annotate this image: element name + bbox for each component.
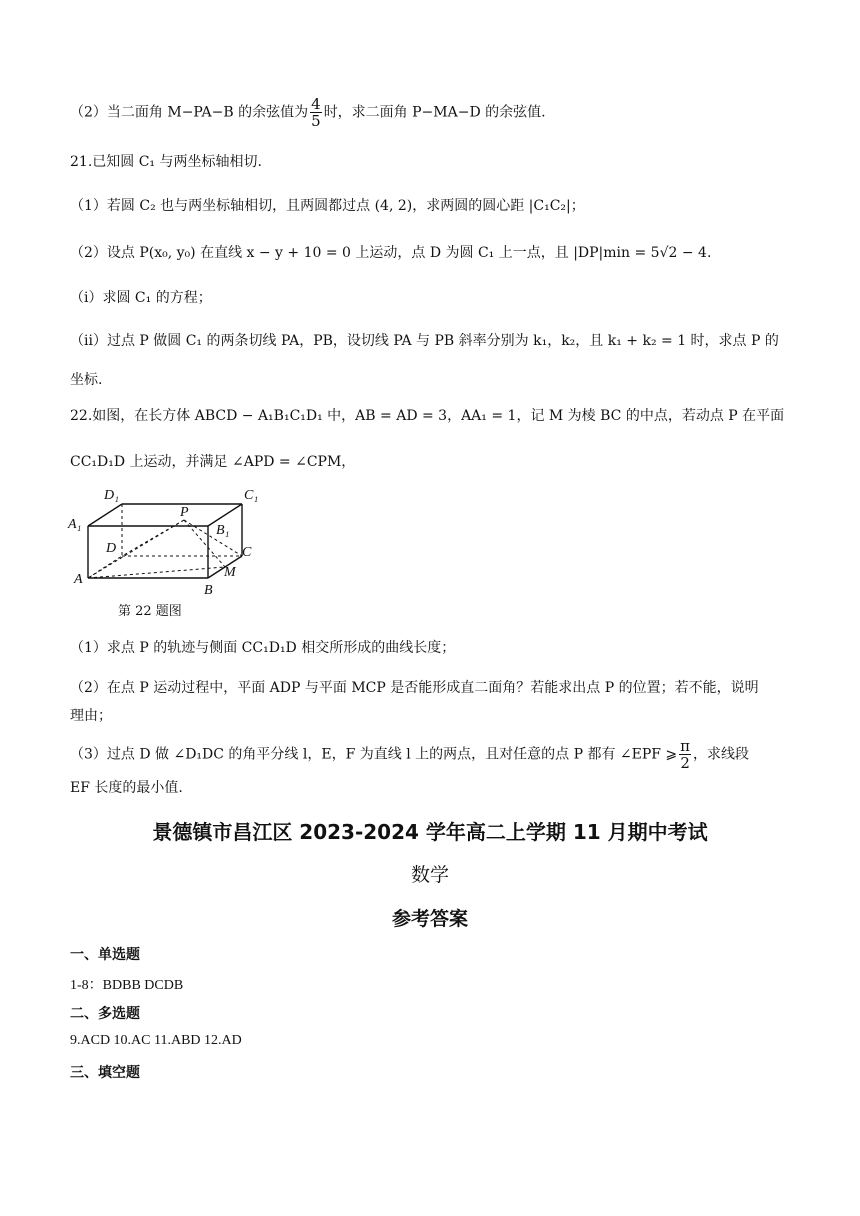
label-a1: A₁ xyxy=(68,517,82,532)
label-b1: B₁ xyxy=(216,523,230,538)
q22-part3-prefix: （3）过点 D 做 ∠D₁DC 的角平分线 l，E，F 为直线 l 上的两点，且对任意的点 P 都有 ∠EPF ⩾ xyxy=(70,746,678,763)
q21-part1: （1）若圆 C₂ 也与两坐标轴相切，且两圆都过点 (4, 2)，求两圆的圆心距 |C₁C₂|； xyxy=(70,198,585,214)
section-single-choice: 一、单选题 xyxy=(70,947,140,963)
q22-part2-line2: 理由； xyxy=(70,708,112,724)
q21-part2-ii-line2: 坐标. xyxy=(70,372,103,388)
q20-part2-prefix: （2）当二面角 M−PA−B 的余弦值为 xyxy=(70,104,309,121)
q22-frac-den: 2 xyxy=(680,754,690,772)
answer-subtitle: 参考答案 xyxy=(391,908,468,930)
q21-part2-ii-line1: （ⅱ）过点 P 做圆 C₁ 的两条切线 PA，PB，设切线 PA 与 PB 斜率分别为 k₁，k₂，且 k₁ + k₂ = 1 时，求点 P 的 xyxy=(70,333,779,349)
q20-fraction xyxy=(310,96,322,129)
q22-part2-line1: （2）在点 P 运动过程中，平面 ADP 与平面 MCP 是否能形成直二面角？若能求出点 P 的位置；若不能，说明 xyxy=(70,680,759,696)
hidden-edge-a-d xyxy=(88,556,122,578)
q20-part2 xyxy=(70,96,546,129)
segment-p-a xyxy=(88,520,184,578)
figure-caption: 第 22 题图 xyxy=(118,604,182,619)
label-a: A xyxy=(74,572,83,587)
cuboid-figure xyxy=(66,482,266,600)
section-fill-blank: 三、填空题 xyxy=(70,1065,140,1081)
q20-frac-den: 5 xyxy=(311,112,321,130)
q20-frac-num: 4 xyxy=(311,95,321,113)
segment-a-m xyxy=(88,567,225,578)
q21-part2: （2）设点 P(x₀, y₀) 在直线 x − y + 10 = 0 上运动，点 D 为圆 C₁ 上一点，且 |DP|min = 5√2 − 4. xyxy=(70,245,712,261)
q21-stem: 21.已知圆 C₁ 与两坐标轴相切. xyxy=(70,154,262,170)
single-choice-answers: 1-8：BDBB DCDB xyxy=(70,978,184,993)
label-d: D xyxy=(106,541,117,556)
answer-subject: 数学 xyxy=(410,864,449,886)
q22-frac-num: π xyxy=(680,737,691,755)
section-multi-choice: 二、多选题 xyxy=(70,1006,140,1022)
label-b: B xyxy=(204,583,213,598)
q21-part2-i: （ⅰ）求圆 C₁ 的方程； xyxy=(70,290,212,306)
multi-choice-answers: 9.ACD 10.AC 11.ABD 12.AD xyxy=(70,1033,242,1048)
label-p: P xyxy=(180,505,189,520)
q20-part2-suffix: 时，求二面角 P−MA−D 的余弦值. xyxy=(323,104,546,121)
label-m: M xyxy=(224,565,236,580)
q22-stem-line1: 22.如图，在长方体 ABCD − A₁B₁C₁D₁ 中，AB = AD = 3，AA₁ = 1，记 M 为棱 BC 的中点，若动点 P 在平面 xyxy=(70,408,785,424)
q22-fraction xyxy=(679,738,691,771)
q22-part3 xyxy=(70,738,749,771)
answer-title: 景德镇市昌江区 2023-2024 学年高二上学期 11 月期中考试 xyxy=(152,820,708,844)
q22-stem-line2: CC₁D₁D 上运动，并满足 ∠APD = ∠CPM， xyxy=(70,454,356,470)
q22-part1: （1）求点 P 的轨迹与侧面 CC₁D₁D 相交所形成的曲线长度； xyxy=(70,640,456,656)
q22-part3-line2: EF 长度的最小值. xyxy=(70,780,183,796)
q22-part3-suffix: ，求线段 xyxy=(693,746,750,763)
label-c: C xyxy=(242,545,252,560)
edge-a1-d1 xyxy=(88,504,122,526)
label-d1: D₁ xyxy=(104,488,119,503)
label-c1: C₁ xyxy=(244,488,259,503)
